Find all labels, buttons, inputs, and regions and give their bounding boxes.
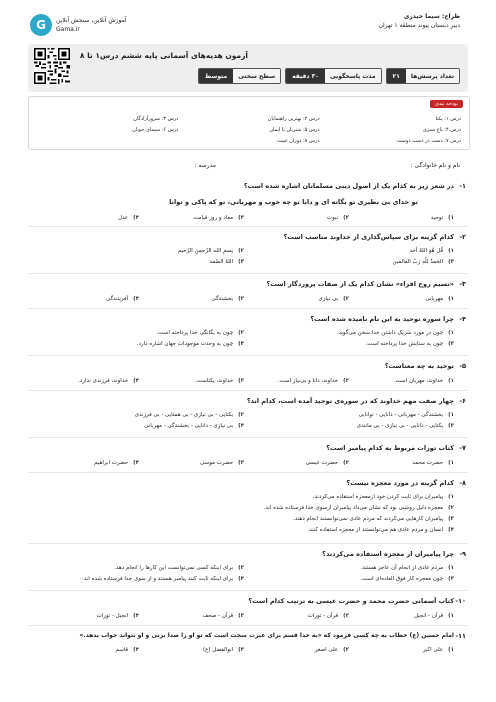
option-3[interactable]: ۳) پیامبران کارهایی می‌کردند که مردم عادی نمی‌توانستند انجام دهند. [293, 515, 454, 522]
question-6 [28, 391, 468, 438]
exam-stats [198, 68, 460, 84]
question-10 [28, 591, 468, 626]
options [34, 562, 454, 584]
question-number: ۲- [459, 233, 466, 241]
option-4[interactable]: ۴) اللهُ الصّمد [209, 258, 244, 265]
option-2[interactable]: ۲) قرآن - تورات [307, 612, 349, 619]
option-text: پیامبران کارهایی می‌کردند که مردم عادی نمی‌توانستند انجام دهند. [293, 515, 444, 522]
stat-value: ۳۰ دقیقه [286, 69, 325, 83]
option-3[interactable]: ۳) قرآن - صحف [202, 612, 244, 619]
student-school-label: مدرسه : [194, 162, 216, 169]
student-name-label: نام و نام خانوادگی : [410, 162, 460, 169]
budget-badge: بودجه بندی [430, 100, 463, 108]
option-text: حضرت موسی [200, 459, 234, 466]
gama-logo-icon: G [30, 14, 52, 36]
gama-logo [30, 14, 127, 36]
stat-value: ۲۱ [387, 69, 406, 83]
option-4[interactable]: ۴) انجیل - تورات [96, 612, 139, 619]
option-text: حضرت ابراهیم [94, 459, 129, 466]
option-1[interactable]: ۱) مردم عادی از انجام آن عاجز هستند. [360, 564, 454, 571]
stat-label: تعداد پرسش‌ها [406, 69, 459, 83]
option-4[interactable]: ۴) خداوند، فرزندی ندارد. [78, 377, 139, 384]
options [34, 293, 454, 304]
question-number: ۵- [459, 362, 466, 370]
question-4 [28, 309, 468, 356]
question-11 [28, 626, 468, 658]
option-text: چون به وحدت موجودات جهان اشاره دارد. [136, 340, 234, 347]
page-header [0, 10, 496, 42]
option-text: چون در مورد شریک داشتن خدا سخن می‌گوید. [336, 329, 444, 336]
option-3[interactable]: ۳) یکتایی - دانایی - بی نیازی - بی مانندی [356, 422, 454, 429]
lesson-item: درس ۳: سرورآزادگان [133, 116, 179, 122]
author-block [379, 12, 460, 30]
exam-title: آزمون هدیه‌های آسمانی پایه ششم درس۱ تا ۸ [79, 51, 248, 60]
lesson-item: درس ۲: بهترین راهنمایان [267, 116, 320, 122]
options [34, 212, 454, 223]
option-text: برای اینکه کسی نمی‌توانست این کار‌ها را انجام دهد. [114, 564, 234, 571]
option-text: نبوت [326, 214, 339, 221]
option-2[interactable]: ۲) بِسمِ الله الرّحمنِ الرّحیم [177, 247, 244, 254]
option-text: معجزه دلیل روشنی بود که نشان می‌داد پیامبران ازسوی خدا فرستاده شده اند. [263, 504, 444, 511]
option-3[interactable]: ۳) چون معجزه کار فوق العاده‌ای است. [360, 575, 454, 582]
question-number: ۳- [459, 280, 466, 288]
question-number: ۱۱- [455, 632, 466, 640]
lesson-item: درس ۸: دوران غیبت [277, 138, 320, 144]
option-text: پیامبران برای ثابت کردن خود ازمعجزه استفاده می‌کردند. [312, 493, 444, 500]
option-text: حضرت عیسی [305, 459, 339, 466]
question-number: ۱- [459, 182, 466, 190]
question-number: ۹- [459, 550, 466, 558]
option-text: قرآن - صحف [202, 612, 234, 619]
option-1[interactable]: ۱) چون در مورد شریک داشتن خدا سخن می‌گوید. [336, 329, 454, 336]
logo-tagline: آموزش آنلاین، سنجش آنلاین [56, 17, 127, 24]
options [34, 457, 454, 468]
option-4[interactable]: ۴) عدل [117, 214, 139, 221]
stat-value: متوسط [199, 69, 233, 83]
stat-label: سطح سختی [233, 69, 280, 83]
option-4[interactable]: ۴) حضرت ابراهیم [94, 459, 139, 466]
question-7 [28, 438, 468, 473]
question-text: توحید به چه معناست؟ [384, 362, 454, 370]
question-poem: تو خدای بی نظیری تو یگانه ای و دانا تو چه خوب و مهربانی، تو که پاکی و توانا [169, 198, 418, 206]
logo-site: Gama.ir [56, 26, 80, 33]
question-text: کتاب آسمانی حضرت محمد و حضرت عیسی به ترتیب کدام است؟ [248, 597, 454, 605]
option-1[interactable]: ۱) پیامبران برای ثابت کردن خود ازمعجزه استفاده می‌کردند. [312, 493, 454, 500]
option-text: علی اکبر [422, 646, 444, 653]
option-3[interactable]: ۳) الحَمدُ لِلّهِ رَبّ العالمین [392, 258, 454, 265]
lesson-item: درس ۷: دست در دست دوست [396, 138, 461, 144]
option-2[interactable]: ۲) حضرت عیسی [305, 459, 349, 466]
option-1[interactable]: ۱) خداوند، مهربان است. [393, 377, 454, 384]
option-3[interactable]: ۳) معاد و روز قیامت [193, 214, 244, 221]
question-text: چرا سوره توحید به این نام نامیده شده است؟ [310, 315, 454, 323]
option-4[interactable]: ۴) بی نیازی - دانایی - بخشندگی - مهربانی [144, 422, 244, 429]
question-text: امام حسین (ع) خطاب به چه کسی فرمود که «به خدا قسم برای عبرت سخت است که تو او را صدا بزنی و او نتواند جواب بدهد.» [79, 632, 454, 639]
option-text: الحَمدُ لِلّهِ رَبّ العالمین [392, 258, 444, 265]
option-2[interactable]: ۲) علی اصغر [314, 646, 349, 653]
option-text: بی نیازی - دانایی - بخشندگی - مهربانی [144, 422, 234, 429]
question-2 [28, 227, 468, 274]
lesson-item: درس ۵: شتربان با ایمان [269, 127, 320, 133]
questions-list [28, 176, 468, 658]
lesson-item: درس ۶: سیمای خوبان [132, 127, 179, 133]
option-text: بخشندگی - مهربانی - دانایی - توانایی [358, 411, 444, 418]
options [34, 409, 454, 431]
exam-title-box [28, 44, 468, 92]
question-3 [28, 274, 468, 309]
option-text: مهربانی [425, 295, 444, 302]
question-5 [28, 356, 468, 391]
stat-question-count [386, 68, 460, 84]
question-number: ۶- [459, 397, 466, 405]
option-4[interactable]: ۴) برای اینکه ثابت کنند پیامبر هستند و از سوی خدا فرستاده شده اند. [82, 575, 244, 582]
option-text: خداوند، یکتاست. [195, 377, 234, 384]
question-8 [28, 473, 468, 544]
option-text: توحید [430, 214, 444, 221]
question-number: ۸- [459, 479, 466, 487]
option-text: خداوند، مهربان است. [393, 377, 444, 384]
option-4[interactable]: ۴) چون به وحدت موجودات جهان اشاره دارد. [136, 340, 244, 347]
option-1[interactable]: ۱) حضرت محمد [412, 459, 454, 466]
option-2[interactable]: ۲) معجزه دلیل روشنی بود که نشان می‌داد پیامبران ازسوی خدا فرستاده شده اند. [263, 504, 454, 511]
option-text: انجیل - تورات [96, 612, 129, 619]
option-text: بخشندگی [211, 295, 234, 302]
option-text: چون معجزه کار فوق العاده‌ای است. [360, 575, 444, 582]
lessons-grid [37, 116, 461, 144]
options [34, 610, 454, 621]
options [34, 375, 454, 386]
option-2[interactable]: ۲) خداوند، دانا و بی‌نیاز است. [277, 377, 349, 384]
option-4[interactable]: ۴) آفرینندگی [105, 295, 139, 302]
option-text: بِسمِ الله الرّحمنِ الرّحیم [177, 247, 234, 254]
question-text: کدام گزینه برای سپاس‌گذاری از خداوند مناسب است؟ [283, 233, 454, 241]
option-text: خداوند، دانا و بی‌نیاز است. [277, 377, 339, 384]
option-2[interactable]: ۲) برای اینکه کسی نمی‌توانست این کار‌ها را انجام دهد. [114, 564, 244, 571]
option-text: برای اینکه ثابت کنند پیامبر هستند و از سوی خدا فرستاده شده اند. [82, 575, 234, 582]
option-text: علی اصغر [314, 646, 339, 653]
option-text: یکتایی - بی نیازی - بی همتایی - بی فرزندی [134, 411, 234, 418]
option-1[interactable]: ۱) مهربانی [425, 295, 454, 302]
option-text: قرآن - انجیل [413, 612, 444, 619]
question-number: ۷- [459, 444, 466, 452]
option-3[interactable]: ۳) چون به ستایش خدا پرداخته است. [365, 340, 454, 347]
option-4[interactable]: ۴) انسان و مردم عادی هم می‌توانستند از معجزه استفاده کنند. [307, 526, 454, 533]
stat-duration [285, 68, 381, 84]
student-info [36, 162, 460, 169]
question-text: چهار صفت مهم خداوند که در سوره‌ی توحید آمده است، کدام اند؟ [246, 397, 454, 405]
option-2[interactable]: ۲) چون به یگانگی خدا پرداخته است. [156, 329, 244, 336]
stat-difficulty [198, 68, 281, 84]
logo-text [56, 16, 127, 34]
qr-code-icon [34, 48, 70, 84]
option-1[interactable]: ۱) قرآن - انجیل [413, 612, 454, 619]
option-3[interactable]: ۳) بخشندگی [211, 295, 244, 302]
option-text: مردم عادی از انجام آن عاجز هستند. [360, 564, 444, 571]
question-number: ۴- [459, 315, 466, 323]
options [34, 245, 454, 267]
option-text: بی نیازی [318, 295, 339, 302]
option-2[interactable]: ۲) یکتایی - بی نیازی - بی همتایی - بی فرزندی [134, 411, 244, 418]
option-2[interactable]: ۲) نبوت [326, 214, 349, 221]
options [34, 491, 454, 535]
option-4[interactable]: ۴) قاسم [115, 646, 139, 653]
question-1 [28, 176, 468, 227]
option-3[interactable]: ۳) ابوالفضل (ع) [202, 646, 244, 653]
option-text: معاد و روز قیامت [193, 214, 234, 221]
lesson-item: درس ۱: یکتا [435, 116, 461, 122]
stat-label: مدت پاسخگویی [325, 69, 381, 83]
lesson-item [37, 138, 178, 144]
option-text: خداوند، فرزندی ندارد. [78, 377, 129, 384]
option-text: یکتایی - دانایی - بی نیازی - بی مانندی [356, 422, 444, 429]
budget-box [28, 96, 470, 150]
options [34, 644, 454, 655]
option-1[interactable]: ۱) توحید [430, 214, 454, 221]
option-text: چون به یگانگی خدا پرداخته است. [156, 329, 234, 336]
question-number: ۱۰- [455, 597, 466, 605]
option-text: عدل [117, 214, 129, 221]
option-text: اللهُ الصّمد [209, 258, 234, 265]
option-text: آفرینندگی [105, 295, 129, 302]
option-text: حضرت محمد [412, 459, 444, 466]
option-2[interactable]: ۲) بی نیازی [318, 295, 349, 302]
option-text: انسان و مردم عادی هم می‌توانستند از معجزه استفاده کنند. [307, 526, 444, 533]
option-1[interactable]: ۱) قُل هُوَ اللهُ أحَد [409, 247, 454, 254]
option-1[interactable]: ۱) بخشندگی - مهربانی - دانایی - توانایی [358, 411, 454, 418]
option-text: چون به ستایش خدا پرداخته است. [365, 340, 444, 347]
question-text: کدام گزینه در مورد معجزه نیست؟ [346, 479, 454, 487]
option-text: ابوالفضل (ع) [202, 646, 234, 653]
question-9 [28, 544, 468, 591]
option-text: قُل هُوَ اللهُ أحَد [409, 247, 444, 254]
option-text: قاسم [115, 646, 129, 653]
question-text: کتاب تورات مربوط به کدام پیامبر است؟ [326, 444, 454, 452]
teacher-name: طراح: سیما حیدری [403, 13, 460, 20]
question-text: چرا پیامبران از معجزه استفاده می‌کردند؟ [322, 550, 454, 558]
school-name: دبیر دبستان پیوند منطقه ۱ تهران [378, 22, 460, 29]
option-3[interactable]: ۳) حضرت موسی [200, 459, 244, 466]
option-1[interactable]: ۱) علی اکبر [422, 646, 454, 653]
question-text: در شعر زیر به کدام یک از اصول دینی مسلمانان اشاره شده است؟ [243, 182, 454, 190]
question-text: «نسیم روح افزاء» نشان کدام یک از صفات پروردگار است؟ [266, 280, 454, 288]
option-3[interactable]: ۳) خداوند، یکتاست. [195, 377, 244, 384]
options [34, 327, 454, 349]
lesson-item: درس ۴: باغ سبزی [422, 127, 461, 133]
option-text: قرآن - تورات [307, 612, 339, 619]
